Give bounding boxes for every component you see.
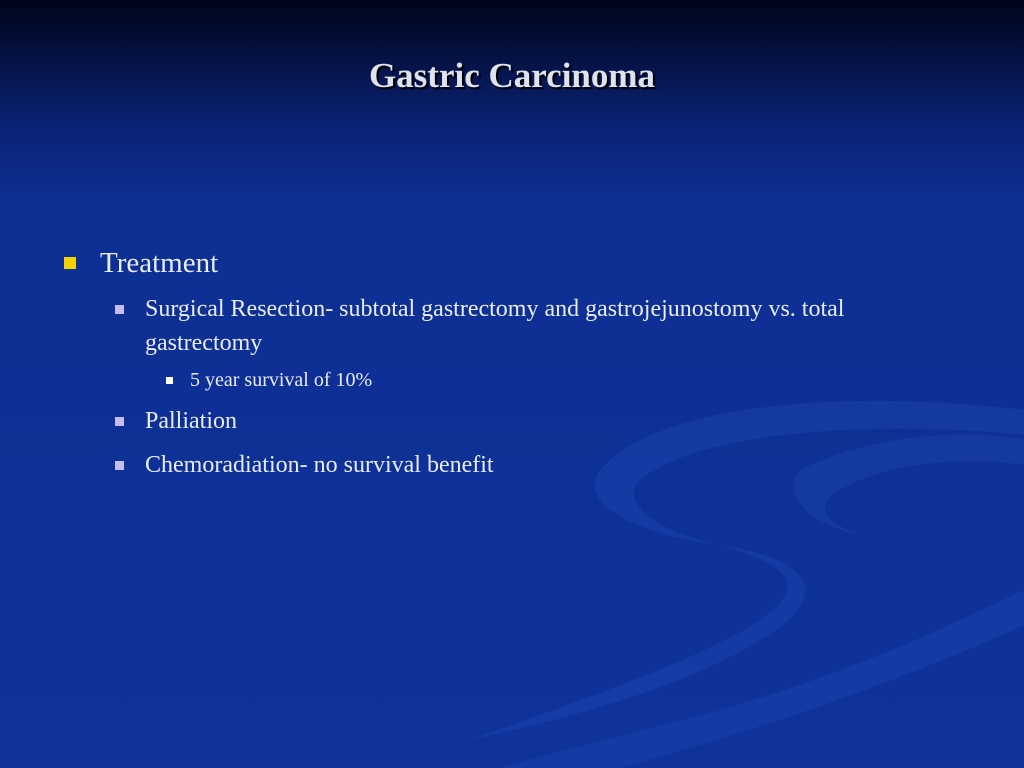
square-bullet-icon [115,461,124,470]
swoosh-arc-lower [500,590,1024,768]
square-bullet-icon [166,377,173,384]
square-bullet-icon [115,305,124,314]
bullet-text: Chemoradiation- no survival benefit [145,452,494,478]
bullet-list [60,244,960,482]
square-bullet-icon [115,417,124,426]
bullet-text: Surgical Resection- subtotal gastrectomy and gastrojejunostomy vs. total gastrectomy [145,296,845,356]
bullet-item-treatment [60,244,960,282]
bullet-text: Palliation [145,408,237,434]
slide-title: Gastric Carcinoma [368,56,656,95]
bullet-item-palliation [60,404,960,438]
bullet-text: 5 year survival of 10% [190,369,373,391]
bullet-text: Treatment [100,247,219,279]
square-bullet-icon [64,257,76,269]
bullet-item-surgical-resection [60,292,960,360]
bullet-item-chemoradiation [60,448,960,482]
bullet-item-survival [60,366,960,394]
